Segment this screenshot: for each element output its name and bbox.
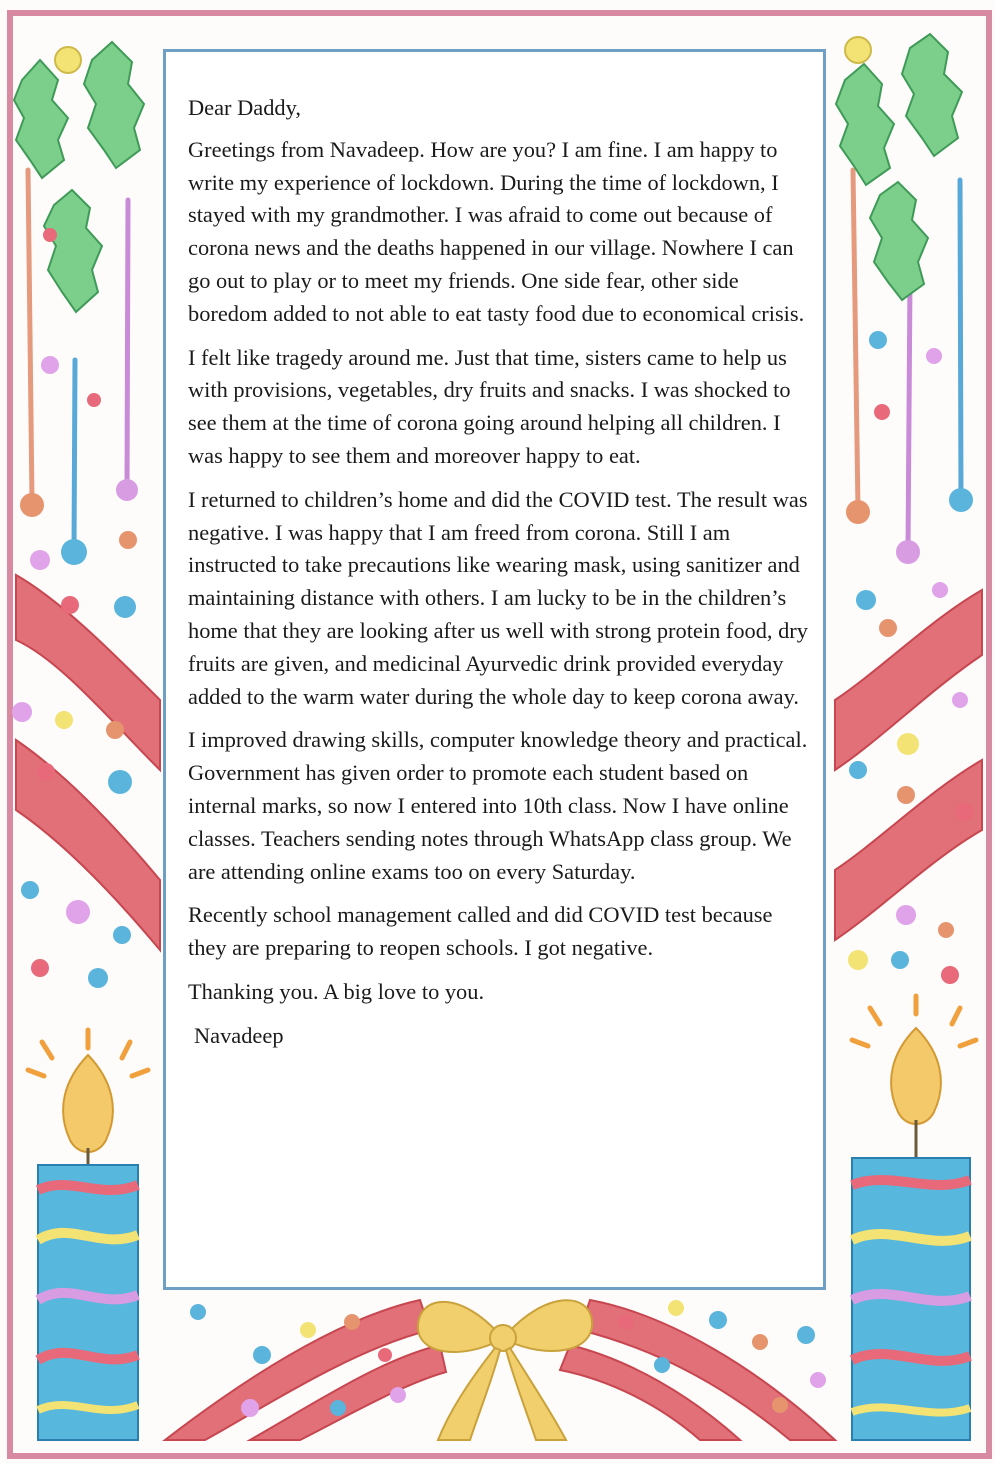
- letter-greeting: Dear Daddy,: [188, 95, 301, 120]
- letter-card: [163, 49, 826, 1290]
- candle-icon: [28, 1030, 148, 1440]
- letter-paragraph: I returned to children’s home and did the COVID test. The result was negative. I was happy that I am freed from corona. Still I am instructed to take precautions like wearing mask, using sanitizer and maintaining distance with others. I am lucky to be in the children’s home that they are looking after us well with strong protein food, dry fruits are given, and medicinal Ayurvedic drink provided everyday added to the warm water during the whole day to keep corona away.: [188, 486, 808, 709]
- candle-icon: [852, 996, 976, 1440]
- holly-leaves-icon: [14, 42, 144, 312]
- letter-paragraph: Greetings from Navadeep. How are you? I am fine. I am happy to write my experience of lockdown. During the time of lockdown, I stayed with my grandmother. I was afraid to come out because of corona news and the deaths happened in our village. Nowhere I can go out to play or to meet my friends. One side fear, other side boredom added to not able to eat tasty food due to economical crisis.: [188, 136, 805, 326]
- letter-signature: Navadeep: [194, 1022, 284, 1048]
- ribbon-swirl-icon: [165, 1300, 835, 1440]
- letter-paragraph: Recently school management called and did COVID test because they are preparing to reopen schools. I got negative.: [188, 902, 773, 961]
- letter-paragraph: I felt like tragedy around me. Just that time, sisters came to help us with provisions, vegetables, dry fruits and snacks. I was shocked to see them at the time of corona going around helping all children. I was happy to see them and moreover happy to eat.: [188, 344, 791, 468]
- letter-body: [188, 92, 816, 1064]
- letter-paragraph: I improved drawing skills, computer knowledge theory and practical. Government has given order to promote each student based on internal marks, so now I entered into 10th class. Now I have online classes. Teachers sending notes through WhatsApp class group. We are attending online exams too on every Saturday.: [188, 727, 808, 884]
- letter-closing: Thanking you. A big love to you.: [188, 978, 485, 1004]
